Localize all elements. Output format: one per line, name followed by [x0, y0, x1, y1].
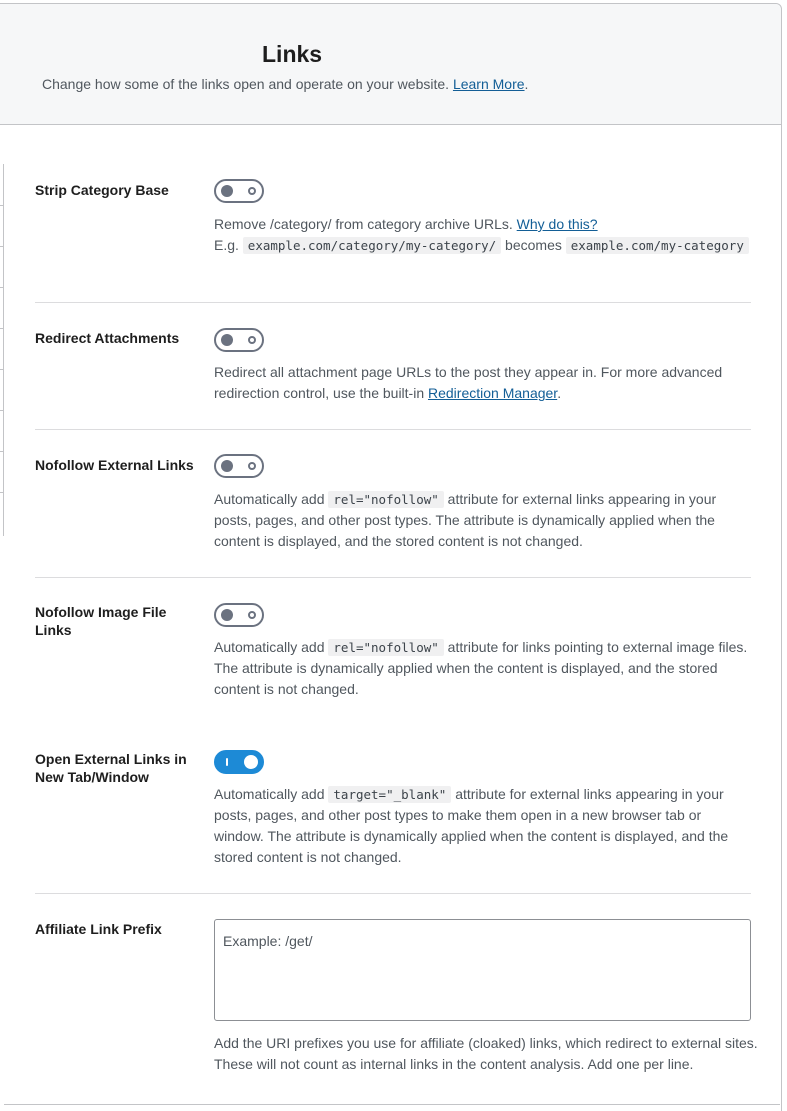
setting-description — [214, 637, 754, 700]
rel-nofollow-code: rel="nofollow" — [328, 491, 443, 508]
nav-divider — [0, 287, 4, 288]
nofollow-image-file-links-toggle[interactable] — [214, 603, 264, 627]
example-after-code: example.com/my-category — [566, 237, 749, 254]
page-title: Links — [262, 41, 323, 67]
open-external-links-new-tab-toggle[interactable] — [214, 750, 264, 774]
nav-divider — [0, 492, 4, 493]
setting-label: Redirect Attachments — [35, 330, 180, 346]
toggle-on-indicator — [226, 758, 228, 766]
example-prefix: E.g. — [214, 237, 239, 253]
description-prefix: Automatically add — [214, 786, 325, 802]
redirect-attachments-toggle[interactable] — [214, 328, 264, 352]
affiliate-link-prefix-input[interactable] — [214, 919, 751, 1021]
example-becomes: becomes — [505, 237, 562, 253]
setting-description — [214, 489, 754, 552]
nav-divider — [0, 328, 4, 329]
toggle-knob — [244, 755, 258, 769]
nav-divider — [0, 410, 4, 411]
nav-divider — [0, 246, 4, 247]
setting-nofollow-image-file-links — [35, 578, 751, 725]
toggle-off-indicator — [248, 187, 256, 195]
description-trailing: . — [557, 385, 562, 401]
example-before-code: example.com/category/my-category/ — [243, 237, 501, 254]
setting-label: Strip Category Base — [35, 182, 169, 198]
setting-description — [214, 784, 754, 868]
redirection-manager-link[interactable]: Redirection Manager — [428, 385, 558, 401]
setting-description: Add the URI prefixes you use for affiliate (cloaked) links, which redirect to external sites. These will not count as internal links in the content analysis. Add one per line. — [214, 1035, 758, 1072]
nav-divider — [0, 369, 4, 370]
page-description — [42, 76, 528, 92]
setting-label: Affiliate Link Prefix — [35, 921, 162, 937]
nofollow-external-links-toggle[interactable] — [214, 454, 264, 478]
toggle-off-indicator — [248, 611, 256, 619]
setting-strip-category-base — [35, 150, 751, 303]
description-suffix: attribute for links pointing to external image files. The attribute is dynamically applied when the content is displayed, and the stored content is not changed. — [214, 639, 748, 697]
nav-divider — [0, 205, 4, 206]
description-text: Remove /category/ from category archive URLs. — [214, 216, 513, 232]
strip-category-base-toggle[interactable] — [214, 179, 264, 203]
description-suffix: attribute for external links appearing in your posts, pages, and other post types to make them open in a new browser tab or window. The attribute is dynamically applied when the content is displayed, and the stored content is not changed. — [214, 786, 729, 865]
toggle-knob — [221, 460, 233, 472]
setting-open-external-links-new-tab — [35, 725, 751, 894]
target-blank-code: target="_blank" — [328, 786, 451, 803]
setting-affiliate-link-prefix — [35, 894, 758, 1094]
page-description-text: Change how some of the links open and operate on your website. — [42, 76, 450, 92]
why-do-this-link[interactable]: Why do this? — [516, 216, 598, 232]
setting-label: Open External Links in New Tab/Window — [35, 751, 187, 785]
toggle-off-indicator — [248, 336, 256, 344]
setting-label: Nofollow External Links — [35, 457, 194, 473]
toggle-knob — [221, 609, 233, 621]
panel-header — [0, 4, 781, 125]
toggle-knob — [221, 334, 233, 346]
description-prefix: Automatically add — [214, 639, 325, 655]
setting-description — [214, 362, 754, 404]
setting-description — [214, 214, 754, 256]
toggle-knob — [221, 185, 233, 197]
description-text: Redirect all attachment page URLs to the post they appear in. For more advanced redirection control, use the built-in — [214, 364, 723, 401]
description-suffix: attribute for external links appearing in your posts, pages, and other post types. The attribute is dynamically applied when the content is displayed, and the stored content is not changed. — [214, 491, 717, 549]
learn-more-link[interactable]: Learn More — [452, 76, 525, 92]
panel-footer-divider — [4, 1104, 780, 1105]
description-prefix: Automatically add — [214, 491, 325, 507]
rel-nofollow-code: rel="nofollow" — [328, 639, 443, 656]
setting-redirect-attachments — [35, 303, 751, 430]
sidebar-nav-edge — [0, 164, 4, 536]
setting-nofollow-external-links — [35, 430, 751, 578]
page-description-trailing: . — [524, 76, 529, 92]
nav-divider — [0, 451, 4, 452]
toggle-off-indicator — [248, 462, 256, 470]
setting-label: Nofollow Image File Links — [35, 604, 167, 638]
